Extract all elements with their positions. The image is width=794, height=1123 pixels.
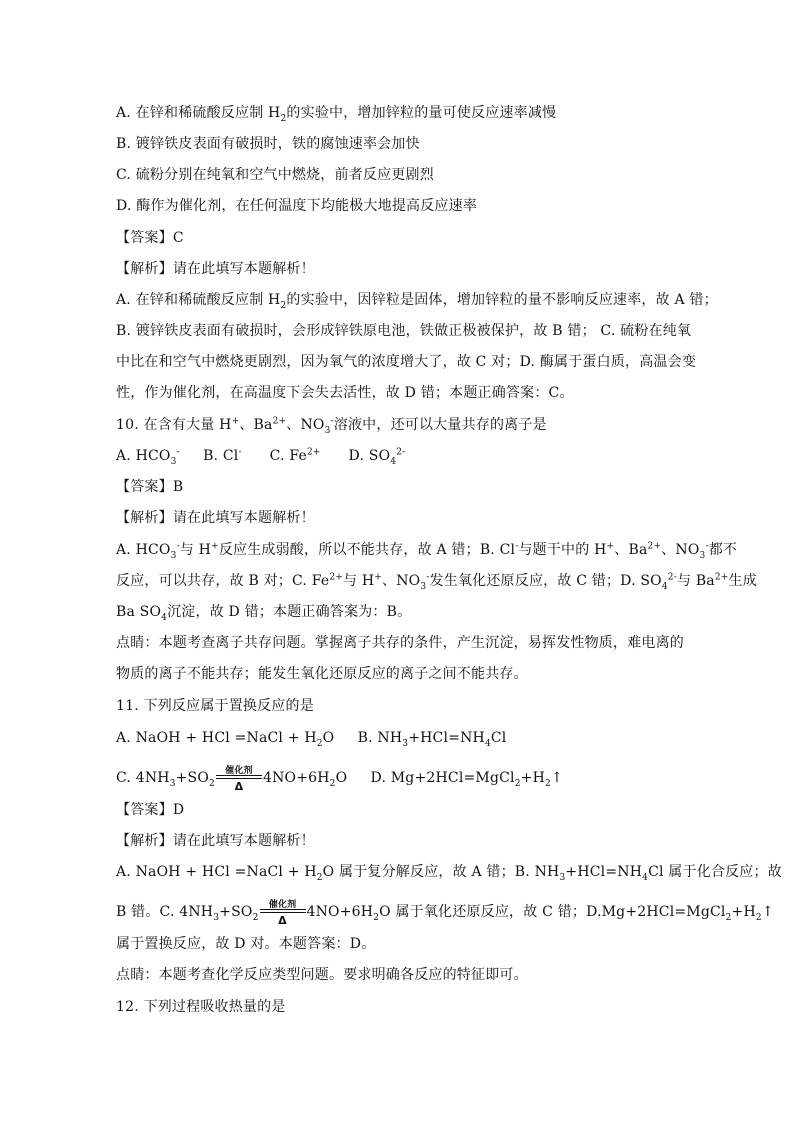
q9-option-a: A. 在锌和稀硫酸反应制 $H_2$的实验中，增加锌粒的量可使反应速率减慢 bbox=[116, 105, 557, 124]
q10-tip-line-2: 物质的离子不能共存；能发生氧化还原反应的离子之间不能共存。 bbox=[116, 666, 528, 682]
q10-analysis-line-3: Ba $SO_4$沉淀，故 D 错；本题正确答案为：B。 bbox=[116, 604, 412, 623]
q11-analysis-line-2: B 错。C. $4NH_3+SO_2$ 催化剂 Δ $4NO+6H_2O$ 属于氧化还原反应，故 C 错；$D.Mg+2HCl=MgCl_2+H_2↑$ bbox=[116, 900, 774, 927]
q9-option-c: C. 硫粉分别在纯氧和空气中燃烧，前者反应更剧烈 bbox=[116, 167, 434, 183]
q11-answer: 【答案】D bbox=[116, 802, 185, 818]
q9-option-d: D. 酶作为催化剂，在任何温度下均能极大地提高反应速率 bbox=[116, 198, 478, 214]
catalyst-arrow: 催化剂 Δ bbox=[260, 898, 306, 924]
q10-analysis-line-2: 反应，可以共存，故 B 对；C. $Fe^{2+}$与 H+、$NO_3^-$发生氧化还原反应，故 C 错；D. $SO_4^{2-}$与 $Ba^{2+}$生成 bbox=[116, 572, 757, 592]
q11-analysis-heading: 【解析】请在此填写本题解析！ bbox=[116, 833, 315, 849]
q9-analysis-heading: 【解析】请在此填写本题解析！ bbox=[116, 261, 315, 277]
q11-analysis-line-1: A. NaOH + HCl =NaCl + $H_2O$ 属于复分解反应，故 A 错；B. $NH_3+HCl=NH_4Cl$ 属于化合反应；故 bbox=[116, 864, 782, 883]
q9-analysis-line-2: B. 镀锌铁皮表面有破损时，会形成锌铁原电池，铁做正极被保护，故 B 错； C. 硫粉在纯氧 bbox=[116, 323, 692, 339]
q9-analysis-line-1: A. 在锌和稀硫酸反应制 $H_2$的实验中，因锌粒是固体，增加锌粒的量不影响反应速率，故 A 错； bbox=[116, 292, 718, 311]
q11-analysis-line-3: 属于置换反应，故 D 对。本题答案：D。 bbox=[116, 936, 376, 952]
q9-option-b: B. 镀锌铁皮表面有破损时，铁的腐蚀速率会加快 bbox=[116, 136, 420, 152]
q11-stem: 11. 下列反应属于置换反应的是 bbox=[116, 698, 314, 714]
q10-stem: 10. 在含有大量 H+、$Ba^{2+}$、$NO_3^-$溶液中，还可以大量共存的离子是 bbox=[116, 416, 547, 436]
q10-answer: 【答案】B bbox=[116, 479, 184, 495]
q12-stem: 12. 下列过程吸收热量的是 bbox=[116, 999, 286, 1015]
q11-tip: 点睛：本题考查化学反应类型问题。要求明确各反应的特征即可。 bbox=[116, 967, 528, 983]
q9-analysis-line-4: 性，作为催化剂，在高温度下会失去活性，故 D 错；本题正确答案：C。 bbox=[116, 385, 574, 401]
q9-answer: 【答案】C bbox=[116, 230, 184, 246]
q10-tip-line-1: 点睛：本题考查离子共存问题。掌握离子共存的条件，产生沉淀，易挥发性物质，难电离的 bbox=[116, 635, 684, 651]
q9-analysis-line-3: 中比在和空气中燃烧更剧烈，因为氧气的浓度增大了，故 C 对；D. 酶属于蛋白质，高温会变 bbox=[116, 354, 697, 370]
q10-analysis-heading: 【解析】请在此填写本题解析！ bbox=[116, 510, 315, 526]
q11-options-ab: A. NaOH + HCl =NaCl + $H_2O$ B. $NH_3+HCl=NH_4Cl$ bbox=[116, 730, 507, 749]
q11-options-cd: C. $4NH_3+SO_2$ 催化剂 Δ $4NO+6H_2O$ D. $Mg+2HCl=MgCl_2+H_2↑$ bbox=[116, 766, 563, 793]
q10-analysis-line-1: A. $HCO_3^-$与 H+反应生成弱酸，所以不能共存，故 A 错；B. Cl-与题干中的 H+、$Ba^{2+}$、$NO_3^-$都不 bbox=[116, 541, 738, 561]
q10-options: A. $HCO_3^-$ B. Cl- C. $Fe^{2+}$ D. $SO_4^{2-}$ bbox=[116, 447, 406, 467]
catalyst-arrow: 催化剂 Δ bbox=[216, 764, 262, 790]
